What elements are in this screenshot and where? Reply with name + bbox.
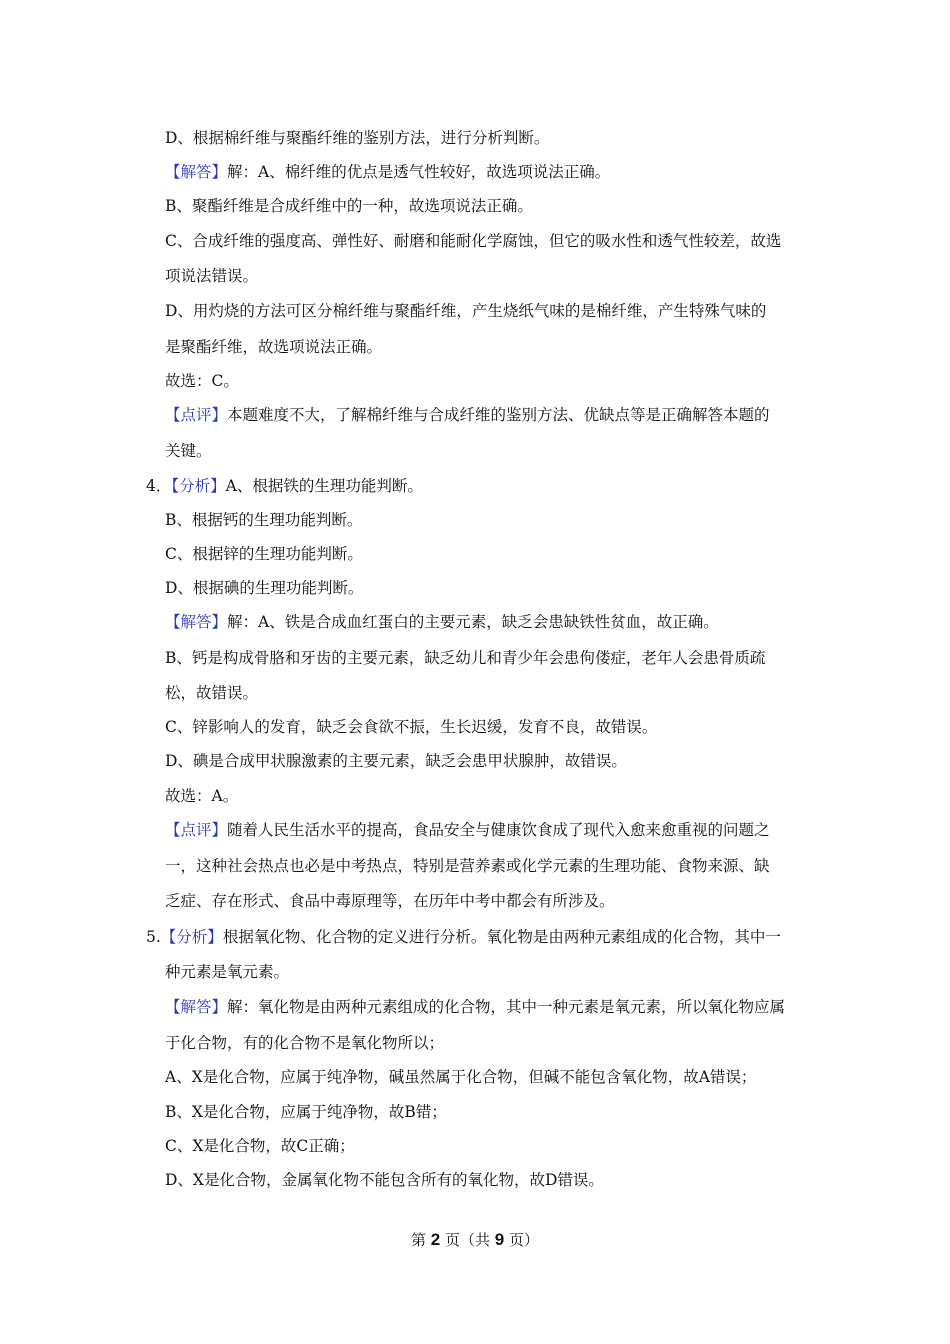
line-text: C、合成纤维的强度高、弹性好、耐磨和能耐化学腐蚀，但它的吸水性和透气性较差，故选 xyxy=(165,232,782,250)
page-footer xyxy=(0,1230,950,1250)
footer-suffix: 页） xyxy=(509,1231,540,1249)
text-line xyxy=(165,683,258,703)
total-pages-number: 9 xyxy=(494,1230,505,1249)
text-line xyxy=(165,1067,756,1087)
line-text: 根据氧化物、化合物的定义进行分析。氧化物是由两种元素组成的化合物，其中一 xyxy=(222,928,781,946)
footer-middle: 页（共 xyxy=(444,1231,490,1249)
text-line xyxy=(165,441,212,461)
text-line xyxy=(165,648,765,668)
question-number: 4． xyxy=(146,477,172,495)
line-text: 种元素是氧元素。 xyxy=(165,963,290,981)
line-text: D、用灼烧的方法可区分棉纤维与聚酯纤维，产生烧纸气味的是棉纤维，产生特殊气味的 xyxy=(165,302,767,320)
text-line xyxy=(165,544,363,564)
line-text: 乏症、存在形式、食品中毒原理等，在历年中考中都会有所涉及。 xyxy=(165,892,615,910)
line-text: 随着人民生活水平的提高，食品安全与健康饮食成了现代入愈来愈重视的问题之 xyxy=(227,821,770,839)
line-text: 一，这种社会热点也必是中考热点，特别是营养素或化学元素的生理功能、食物来源、缺 xyxy=(165,857,770,875)
answer-tag: 【解答】 xyxy=(165,163,228,181)
text-line xyxy=(165,128,549,148)
line-text: 项说法错误。 xyxy=(165,267,259,285)
text-line xyxy=(165,1136,355,1156)
question-4-line xyxy=(146,476,423,496)
text-line xyxy=(165,578,363,598)
line-text: D、根据碘的生理功能判断。 xyxy=(165,579,364,597)
text-line xyxy=(165,231,781,251)
line-text: D、X是化合物，金属氧化物不能包含所有的氧化物，故D错误。 xyxy=(165,1171,604,1189)
comment-tag: 【点评】 xyxy=(165,821,228,839)
line-text: B、钙是构成骨胳和牙齿的主要元素，缺乏幼儿和青少年会患佝偻症，老年人会患骨质疏 xyxy=(165,649,766,667)
question-5-line xyxy=(146,927,781,947)
line-text: 故选：C。 xyxy=(165,372,239,390)
text-line xyxy=(165,266,258,286)
line-text: A、X是化合物，应属于纯净物，碱虽然属于化合物，但碱不能包含氧化物，故A错误； xyxy=(165,1068,757,1086)
line-text: D、根据棉纤维与聚酯纤维的鉴别方法，进行分析判断。 xyxy=(165,129,550,147)
line-text: 本题难度不大，了解棉纤维与合成纤维的鉴别方法、优缺点等是正确解答本题的 xyxy=(227,406,770,424)
text-line xyxy=(165,1102,447,1122)
text-line xyxy=(165,717,657,737)
text-line xyxy=(165,856,770,876)
line-text: B、X是化合物，应属于纯净物，故B错； xyxy=(165,1103,447,1121)
line-text: 解：A、铁是合成血红蛋白的主要元素，缺乏会患缺铁性贫血，故正确。 xyxy=(227,613,719,631)
line-text: C、锌影响人的发育，缺乏会食欲不振，生长迟缓，发育不良，故错误。 xyxy=(165,718,658,736)
footer-prefix: 第 xyxy=(410,1231,426,1249)
text-line xyxy=(165,962,289,982)
line-text: A、根据铁的生理功能判断。 xyxy=(225,477,423,495)
text-line xyxy=(165,820,770,840)
question-number: 5. xyxy=(146,928,161,946)
comment-tag: 【点评】 xyxy=(165,406,228,424)
line-text: 于化合物，有的化合物不是氧化物所以； xyxy=(165,1034,445,1052)
text-line xyxy=(165,786,238,806)
text-line xyxy=(165,371,239,391)
line-text: 关键。 xyxy=(165,442,212,460)
line-text: 解：氧化物是由两种元素组成的化合物，其中一种元素是氧元素，所以氧化物应属 xyxy=(227,998,786,1016)
text-line xyxy=(165,997,785,1017)
line-text: 是聚酯纤维，故选项说法正确。 xyxy=(165,338,383,356)
line-text: C、X是化合物，故C正确； xyxy=(165,1137,355,1155)
text-line xyxy=(165,301,766,321)
line-text: 松，故错误。 xyxy=(165,684,259,702)
text-line xyxy=(165,196,533,216)
line-text: C、根据锌的生理功能判断。 xyxy=(165,545,363,563)
text-line xyxy=(165,1033,444,1053)
line-text: D、碘是合成甲状腺激素的主要元素，缺乏会患甲状腺肿，故错误。 xyxy=(165,752,627,770)
line-text: B、根据钙的生理功能判断。 xyxy=(165,511,363,529)
line-text: B、聚酯纤维是合成纤维中的一种，故选项说法正确。 xyxy=(165,197,533,215)
text-line xyxy=(165,162,610,182)
line-text: 故选：A。 xyxy=(165,787,239,805)
answer-tag: 【解答】 xyxy=(165,998,228,1016)
analysis-tag: 【分析】 xyxy=(160,928,223,946)
answer-tag: 【解答】 xyxy=(165,613,228,631)
analysis-tag: 【分析】 xyxy=(171,477,226,495)
text-line xyxy=(165,612,719,632)
text-line xyxy=(165,751,627,771)
text-line xyxy=(165,510,362,530)
text-line xyxy=(165,891,615,911)
text-line xyxy=(165,1170,604,1190)
text-line xyxy=(165,405,770,425)
line-text: 解：A、棉纤维的优点是透气性较好，故选项说法正确。 xyxy=(227,163,611,181)
current-page-number: 2 xyxy=(430,1230,441,1249)
text-line xyxy=(165,337,382,357)
